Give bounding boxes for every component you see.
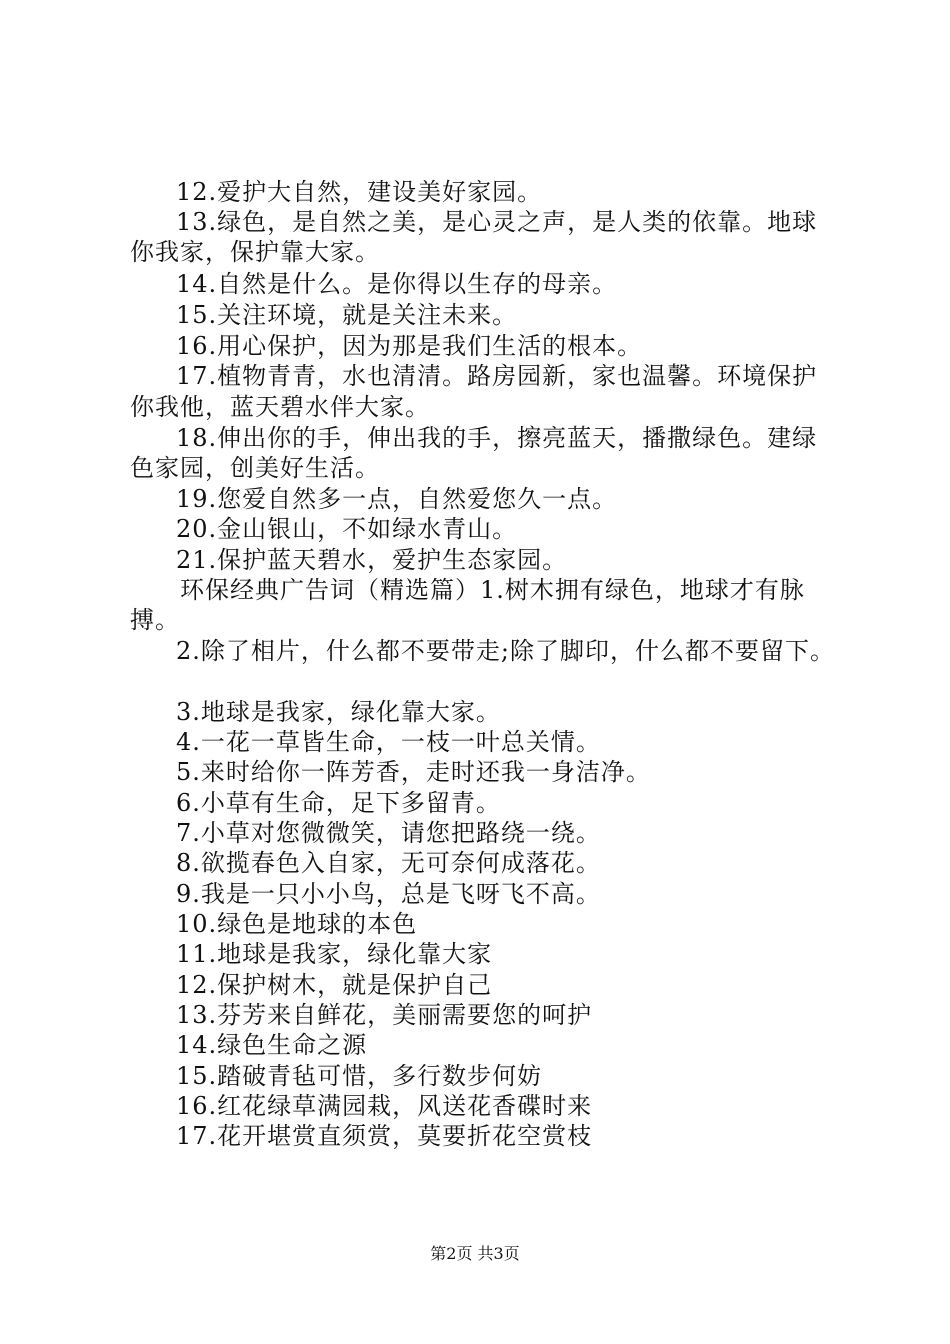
text-line: 14.绿色生命之源 bbox=[176, 1031, 368, 1059]
text-line: 15.踏破青毡可惜，多行数步何妨 bbox=[176, 1062, 543, 1090]
text-line: 10.绿色是地球的本色 bbox=[176, 910, 418, 938]
text-line: 12.爱护大自然，建设美好家园。 bbox=[176, 178, 543, 206]
text-line: 19.您爱自然多一点，自然爱您久一点。 bbox=[176, 485, 618, 513]
text-line: 7.小草对您微微笑，请您把路绕一绕。 bbox=[176, 819, 601, 847]
text-line: 色家园，创美好生活。 bbox=[130, 454, 380, 482]
text-line: 2.除了相片，什么都不要带走;除了脚印，什么都不要留下。 bbox=[176, 637, 835, 665]
text-line: 5.来时给你一阵芳香，走时还我一身洁净。 bbox=[176, 758, 651, 786]
text-line: 你我家，保护靠大家。 bbox=[130, 238, 380, 266]
text-line: 4.一花一草皆生命，一枝一叶总关情。 bbox=[176, 728, 601, 756]
text-line: 搏。 bbox=[130, 606, 180, 634]
text-line: 环保经典广告词（精选篇）1.树木拥有绿色，地球才有脉 bbox=[180, 576, 805, 604]
text-line: 21.保护蓝天碧水，爱护生态家园。 bbox=[176, 546, 568, 574]
page-footer: 第2页 共3页 bbox=[430, 1244, 520, 1263]
text-line: 6.小草有生命，足下多留青。 bbox=[176, 789, 501, 817]
text-line: 15.关注环境，就是关注未来。 bbox=[176, 301, 518, 329]
text-line: 16.红花绿草满园栽，风送花香碟时来 bbox=[176, 1092, 593, 1120]
text-line: 17.植物青青，水也清清。路房园新，家也温馨。环境保护 bbox=[176, 362, 818, 390]
text-line: 9.我是一只小小鸟，总是飞呀飞不高。 bbox=[176, 880, 601, 908]
text-line: 12.保护树木，就是保护自己 bbox=[176, 971, 493, 999]
text-line: 16.用心保护，因为那是我们生活的根本。 bbox=[176, 332, 643, 360]
text-line: 13.芬芳来自鲜花，美丽需要您的呵护 bbox=[176, 1001, 593, 1029]
text-line: 你我他，蓝天碧水伴大家。 bbox=[130, 393, 430, 421]
text-line: 18.伸出你的手，伸出我的手，擦亮蓝天，播撒绿色。建绿 bbox=[176, 424, 818, 452]
text-line: 13.绿色，是自然之美，是心灵之声，是人类的依靠。地球 bbox=[176, 208, 818, 236]
text-line: 17.花开堪赏直须赏，莫要折花空赏枝 bbox=[176, 1122, 593, 1150]
text-line: 14.自然是什么。是你得以生存的母亲。 bbox=[176, 270, 618, 298]
text-line: 8.欲揽春色入自家，无可奈何成落花。 bbox=[176, 849, 601, 877]
text-line: 3.地球是我家，绿化靠大家。 bbox=[176, 698, 501, 726]
text-line: 20.金山银山，不如绿水青山。 bbox=[176, 515, 518, 543]
text-line: 11.地球是我家，绿化靠大家 bbox=[176, 940, 493, 968]
